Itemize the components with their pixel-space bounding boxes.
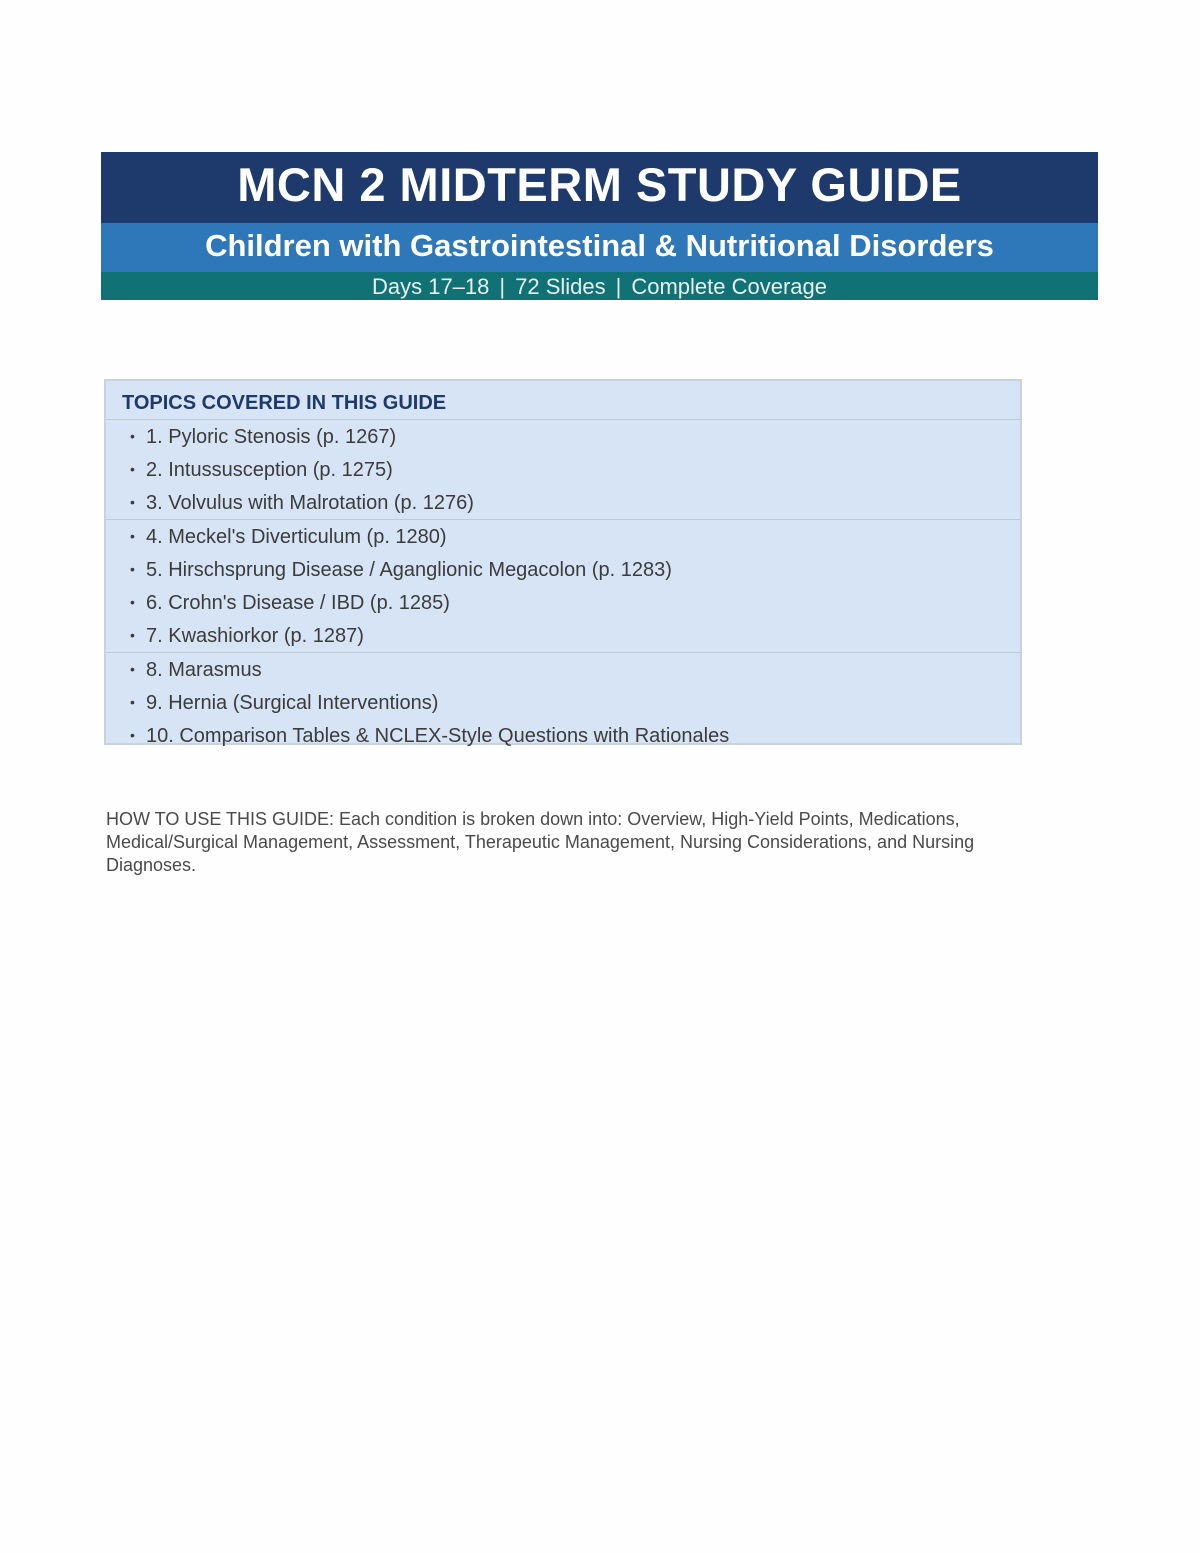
topic-label: 2. Intussusception (p. 1275) — [146, 459, 393, 481]
list-item — [106, 719, 1020, 752]
topic-label: 8. Marasmus — [146, 659, 262, 681]
bullet-icon: • — [130, 727, 135, 743]
list-item — [106, 653, 1020, 686]
meta-separator: | — [615, 274, 622, 299]
bullet-icon: • — [130, 594, 135, 610]
meta-days: Days 17–18 — [371, 274, 490, 299]
meta-coverage: Complete Coverage — [631, 274, 828, 299]
topics-box — [104, 379, 1022, 745]
document-subtitle: Children with Gastrointestinal & Nutritional Disorders — [101, 223, 1098, 272]
topic-label: 10. Comparison Tables & NCLEX-Style Questions with Rationales — [146, 725, 730, 747]
bullet-icon: • — [130, 694, 135, 710]
list-item — [106, 586, 1020, 619]
meta-slides: 72 Slides — [515, 274, 606, 299]
topic-label: 3. Volvulus with Malrotation (p. 1276) — [146, 492, 474, 514]
meta-separator: | — [499, 274, 506, 299]
topics-heading: TOPICS COVERED IN THIS GUIDE — [106, 381, 1020, 420]
bullet-icon: • — [130, 461, 135, 477]
topic-group — [106, 420, 1020, 520]
title-banner — [101, 152, 1098, 300]
topic-label: 4. Meckel's Diverticulum (p. 1280) — [146, 526, 447, 548]
list-item — [106, 553, 1020, 586]
topic-label: 1. Pyloric Stenosis (p. 1267) — [146, 426, 397, 448]
document-title: MCN 2 MIDTERM STUDY GUIDE — [101, 152, 1098, 223]
topic-label: 7. Kwashiorkor (p. 1287) — [146, 625, 364, 647]
list-item — [106, 420, 1020, 453]
list-item — [106, 453, 1020, 486]
list-item — [106, 619, 1020, 652]
document-meta — [101, 272, 1098, 300]
topic-group — [106, 520, 1020, 653]
bullet-icon: • — [130, 661, 135, 677]
how-to-use-paragraph: HOW TO USE THIS GUIDE: Each condition is broken down into: Overview, High-Yield Points, Medications, Medical/Surgical Management, Assessment, Therapeutic Management, Nursing Considerations, and Nursing Diagnoses. — [106, 809, 975, 875]
list-item — [106, 520, 1020, 553]
bullet-icon: • — [130, 561, 135, 577]
topic-label: 5. Hirschsprung Disease / Aganglionic Megacolon (p. 1283) — [146, 559, 672, 581]
list-item — [106, 486, 1020, 519]
topic-group — [106, 653, 1020, 752]
topic-label: 6. Crohn's Disease / IBD (p. 1285) — [146, 592, 450, 614]
bullet-icon: • — [130, 528, 135, 544]
bullet-icon: • — [130, 428, 135, 444]
bullet-icon: • — [130, 494, 135, 510]
list-item — [106, 686, 1020, 719]
topic-label: 9. Hernia (Surgical Interventions) — [146, 692, 439, 714]
bullet-icon: • — [130, 627, 135, 643]
